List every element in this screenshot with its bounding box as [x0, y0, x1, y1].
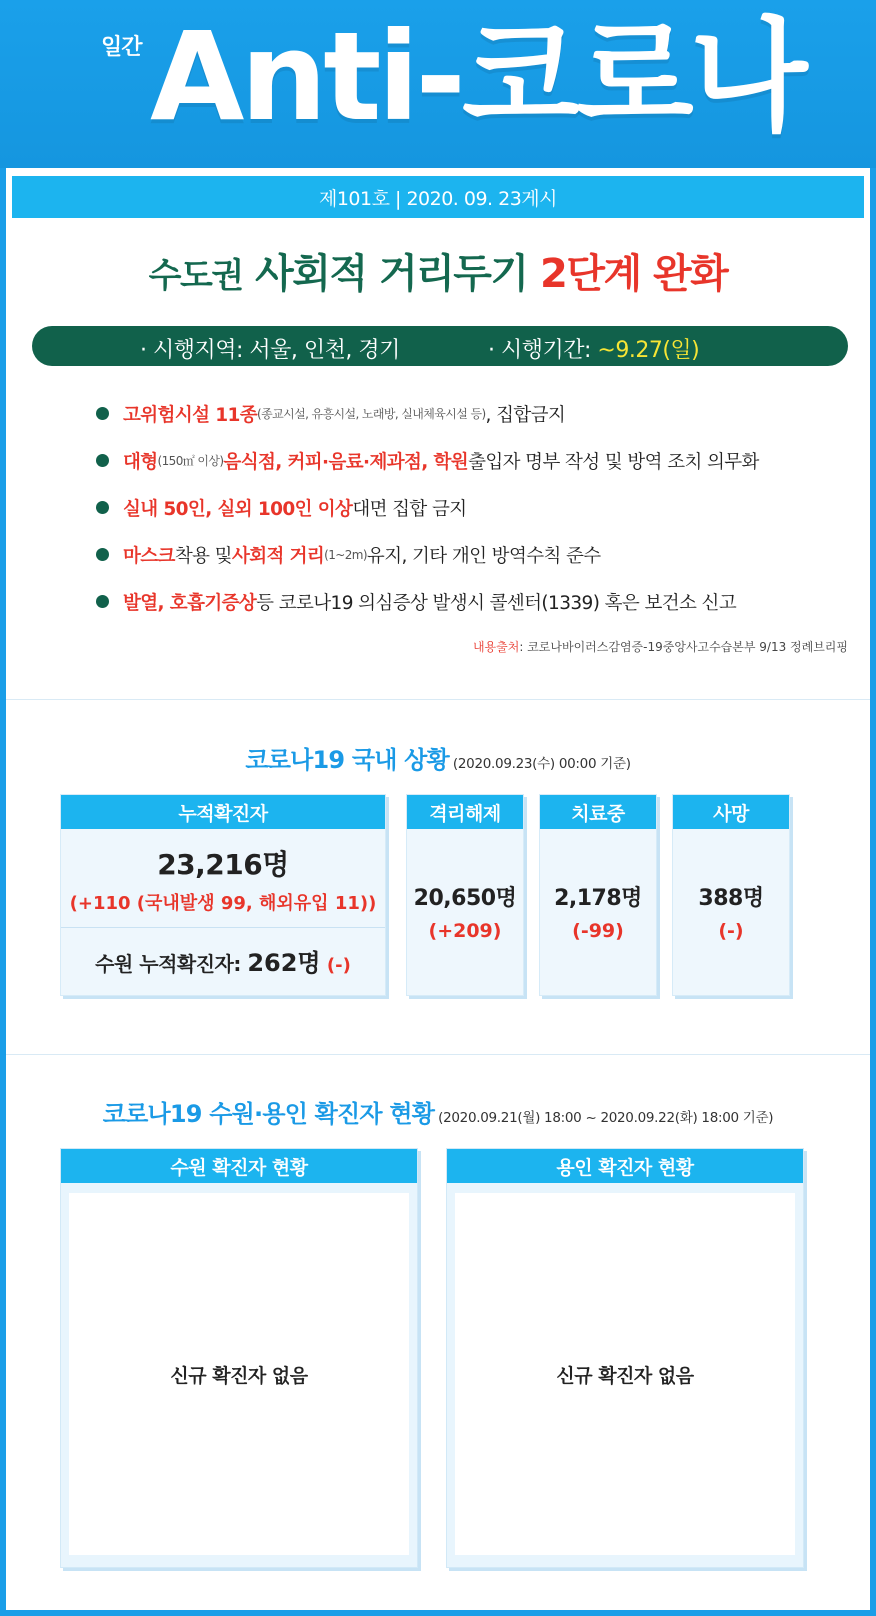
content-sheet — [6, 168, 870, 1610]
list-item — [96, 437, 856, 484]
card-divider — [61, 927, 385, 928]
rule-emphasis: 대형 — [123, 451, 158, 473]
suwon-cumulative-change: (-) — [320, 955, 351, 976]
domestic-date: (2020.09.23(수) 00:00 기준) — [448, 756, 631, 772]
source-label: 내용출처 — [472, 640, 520, 654]
yongin-panel-label: 용인 확진자 현황 — [447, 1149, 803, 1183]
released-label: 격리해제 — [407, 795, 523, 829]
treating-card — [539, 794, 657, 996]
rule-emphasis: 음식점, 커피·음료·제과점, 학원 — [223, 451, 469, 473]
yongin-panel — [446, 1148, 804, 1568]
rules-list — [96, 390, 856, 625]
policy-pill — [32, 326, 848, 366]
rule-text: 등 코로나19 의심증상 발생시 콜센터(1339) 혹은 보건소 신고 — [256, 592, 737, 614]
period-info — [488, 333, 699, 364]
cumulative-value: 23,216명 — [157, 848, 289, 881]
bullet-icon — [96, 454, 109, 467]
rule-text: , 집합금지 — [485, 404, 566, 426]
released-value: 20,650명 — [413, 886, 517, 911]
header-banner — [0, 0, 876, 168]
divider — [6, 1054, 870, 1055]
suwon-panel-label: 수원 확진자 현황 — [61, 1149, 417, 1183]
rule-note: (150㎡ 이상) — [157, 454, 224, 468]
cumulative-change: (+110 (국내발생 99, 해외유입 11)) — [69, 893, 377, 914]
rule-emphasis: 실내 50인, 실외 100인 이상 — [123, 498, 353, 520]
list-item — [96, 531, 856, 578]
deaths-value: 388명 — [698, 886, 764, 911]
list-item — [96, 390, 856, 437]
bullet-icon — [96, 548, 109, 561]
daily-label: 일간 — [101, 35, 142, 60]
source-note — [473, 638, 848, 655]
rule-emphasis: 마스크 — [123, 545, 175, 567]
regional-section-title — [6, 1094, 870, 1129]
cumulative-label: 누적확진자 — [61, 795, 385, 829]
headline — [6, 242, 870, 299]
rule-note: (종교시설, 유흥시설, 노래방, 실내체육시설 등) — [257, 407, 486, 421]
suwon-cumulative — [61, 943, 385, 978]
bullet-icon — [96, 595, 109, 608]
yongin-status: 신규 확진자 없음 — [455, 1193, 795, 1555]
rule-emphasis: 고위험시설 11종 — [123, 404, 258, 426]
headline-level: 2단계 완화 — [539, 251, 728, 297]
list-item — [96, 578, 856, 625]
suwon-cumulative-value: 262명 — [247, 949, 321, 977]
regional-title: 코로나19 수원·용인 확진자 현황 — [102, 1100, 435, 1128]
rule-text: 착용 및 — [174, 545, 232, 567]
treating-label: 치료중 — [540, 795, 656, 829]
rule-emphasis: 사회적 거리 — [231, 545, 325, 567]
deaths-card — [672, 794, 790, 996]
headline-main: 사회적 거리두기 — [242, 251, 540, 297]
suwon-status: 신규 확진자 없음 — [69, 1193, 409, 1555]
bullet-icon — [96, 501, 109, 514]
suwon-panel — [60, 1148, 418, 1568]
regional-date: (2020.09.21(월) 18:00 ~ 2020.09.22(화) 18:00 기준) — [434, 1110, 774, 1126]
list-item — [96, 484, 856, 531]
treating-change: (-99) — [572, 920, 624, 942]
deaths-label: 사망 — [673, 795, 789, 829]
divider — [6, 699, 870, 700]
rule-emphasis: 발열, 호흡기증상 — [123, 592, 257, 614]
rule-text: 출입자 명부 작성 및 방역 조치 의무화 — [468, 451, 759, 473]
source-text: : 코로나바이러스감염증-19중앙사고수습본부 9/13 정례브리핑 — [519, 640, 848, 654]
suwon-cumulative-label: 수원 누적확진자: — [95, 952, 248, 976]
released-change: (+209) — [428, 920, 502, 942]
treating-value: 2,178명 — [554, 886, 642, 911]
period-value: ~9.27(일) — [597, 338, 700, 363]
deaths-change: (-) — [718, 920, 744, 942]
cumulative-card — [60, 794, 386, 996]
region-info: · 시행지역: 서울, 인천, 경기 — [140, 338, 400, 363]
domestic-title: 코로나19 국내 상황 — [245, 746, 449, 774]
period-label: · 시행기간: — [488, 338, 598, 363]
rule-text: 유지, 기타 개인 방역수칙 준수 — [366, 545, 601, 567]
domestic-section-title — [6, 740, 870, 775]
page-title: Anti-코로나 — [150, 6, 804, 148]
headline-region: 수도권 — [148, 256, 243, 296]
rule-text: 대면 집합 금지 — [352, 498, 467, 520]
rule-note: (1~2m) — [324, 547, 367, 562]
bullet-icon — [96, 407, 109, 420]
issue-bar: 제101호 | 2020. 09. 23게시 — [12, 176, 864, 218]
released-card — [406, 794, 524, 996]
